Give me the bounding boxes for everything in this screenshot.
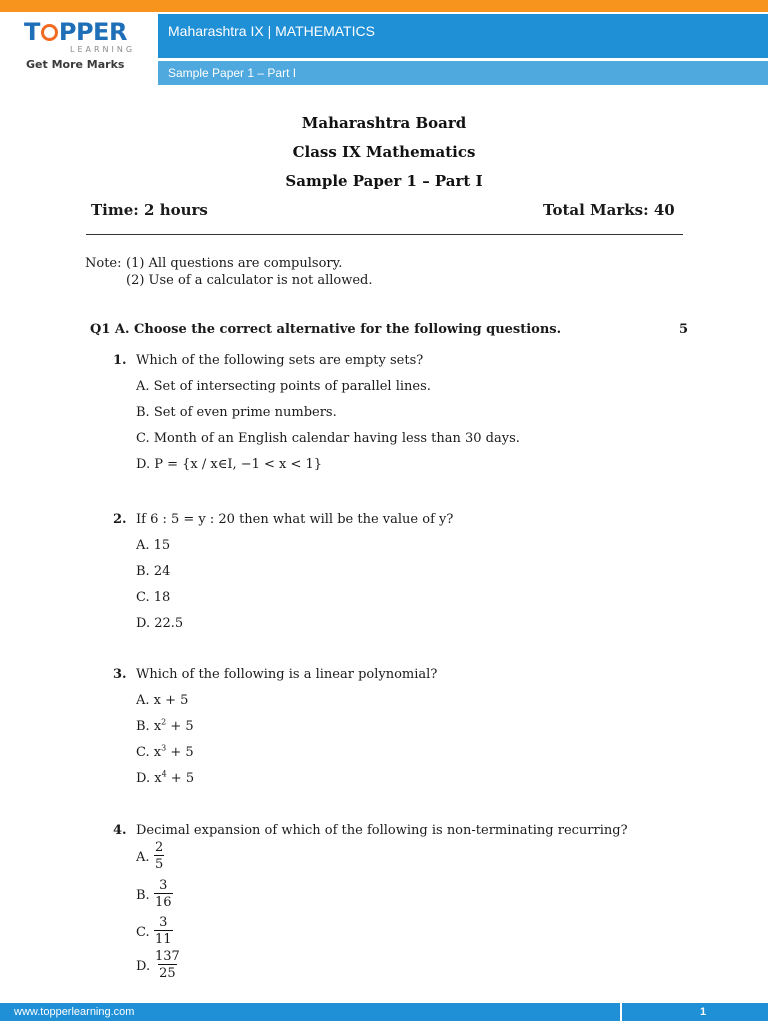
section-q1a-heading: Q1 A. Choose the correct alternative for the following questions. <box>90 322 562 337</box>
logo-o-ring-icon <box>41 24 58 41</box>
title-board: Maharashtra Board <box>301 114 467 132</box>
question-1-number: 1. <box>113 353 127 368</box>
total-marks-label: Total Marks: 40 <box>543 201 675 219</box>
title-class: Class IX Mathematics <box>292 143 476 161</box>
exponent: 4 <box>161 769 167 779</box>
note-item-2: (2) Use of a calculator is not allowed. <box>126 273 373 288</box>
note-item-1: (1) All questions are compulsory. <box>126 256 343 271</box>
question-2-option-c: C. 18 <box>136 590 171 605</box>
question-3-number: 3. <box>113 667 127 682</box>
question-2-option-d: D. 22.5 <box>136 616 184 631</box>
logo-wordmark: T PPER <box>24 18 127 46</box>
exponent: 3 <box>161 743 167 753</box>
question-4-number: 4. <box>113 823 127 838</box>
fraction: $\frac{137}{25}$ <box>155 949 180 981</box>
question-3-option-b: B. $x^2 + 5$ <box>136 717 194 734</box>
question-2-text: If 6 : 5 = y : 20 then what will be the value of y? <box>136 512 454 527</box>
footer-divider <box>620 1003 622 1021</box>
question-2-option-b: B. 24 <box>136 564 171 579</box>
question-2-option-a: A. 15 <box>136 538 171 553</box>
question-1-option-b: B. Set of even prime numbers. <box>136 405 337 420</box>
logo-subtitle: LEARNING <box>70 45 136 54</box>
top-accent-bar <box>0 0 768 12</box>
fraction: $\frac{2}{5}$ <box>155 840 164 872</box>
question-1-option-d: D. P = {x / x∈I, −1 < x < 1} <box>136 457 323 472</box>
title-divider <box>86 234 683 235</box>
question-1-option-a: A. Set of intersecting points of parallel lines. <box>136 379 431 394</box>
footer-bar <box>0 1003 768 1021</box>
exponent: 2 <box>161 717 167 727</box>
note-label: Note: <box>85 256 122 271</box>
question-3-text: Which of the following is a linear polynomial? <box>136 667 438 682</box>
header-paper-bar: Sample Paper 1 – Part I <box>158 61 768 85</box>
question-1-text: Which of the following sets are empty sets? <box>136 353 424 368</box>
footer-website-link[interactable]: www.topperlearning.com <box>14 1006 135 1018</box>
question-4-text: Decimal expansion of which of the following is non-terminating recurring? <box>136 823 628 838</box>
question-3-option-d: D. $x^4 + 5$ <box>136 769 195 786</box>
fraction: $\frac{3}{16}$ <box>155 878 172 910</box>
logo-tagline: Get More Marks <box>26 58 125 71</box>
header-subject-bar: Maharashtra IX | MATHEMATICS <box>158 14 768 58</box>
page-number: 1 <box>700 1006 707 1018</box>
title-paper: Sample Paper 1 – Part I <box>285 172 483 190</box>
time-label: Time: 2 hours <box>91 201 208 219</box>
fraction: $\frac{3}{11}$ <box>155 915 172 947</box>
section-q1a-marks: 5 <box>679 322 689 337</box>
question-1-option-c: C. Month of an English calendar having less than 30 days. <box>136 431 520 446</box>
question-3-option-a: A. x + 5 <box>136 693 189 708</box>
topper-learning-logo[interactable] <box>24 18 134 76</box>
question-3-option-c: C. $x^3 + 5$ <box>136 743 194 760</box>
question-2-number: 2. <box>113 512 127 527</box>
